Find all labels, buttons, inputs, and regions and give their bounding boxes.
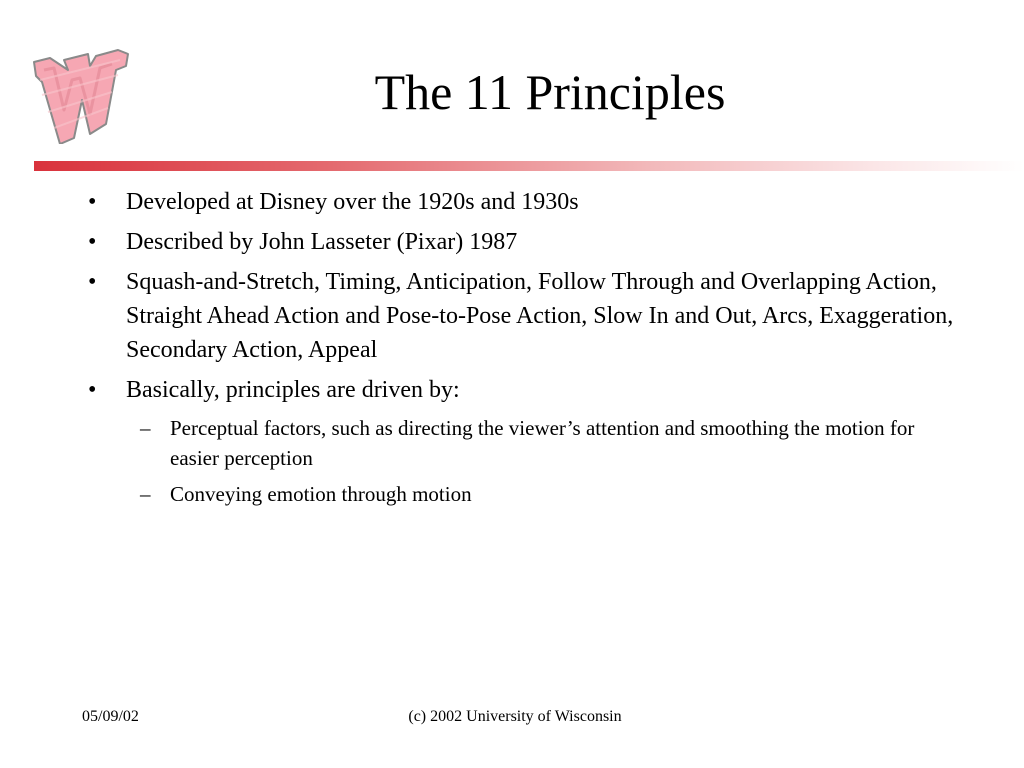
sub-bullet-text: Conveying emotion through motion (170, 482, 472, 506)
footer-date: 05/09/02 (82, 708, 139, 725)
sub-bullet-item (84, 413, 964, 473)
bullet-marker: • (88, 229, 97, 255)
sub-bullet-marker: – (140, 482, 151, 506)
bullet-text: Described by John Lasseter (Pixar) 1987 (126, 229, 518, 255)
title-divider (34, 161, 1024, 171)
bullet-item (84, 225, 964, 259)
bullet-marker: • (88, 269, 97, 295)
bullet-item (84, 373, 964, 407)
bullet-marker: • (88, 189, 97, 215)
bullet-item (84, 185, 964, 219)
bullet-marker: • (88, 377, 97, 403)
bullet-list (84, 185, 964, 515)
bullet-text: Developed at Disney over the 1920s and 1930s (126, 189, 579, 215)
bullet-item (84, 265, 964, 367)
bullet-text: Basically, principles are driven by: (126, 377, 460, 403)
sub-bullet-marker: – (140, 416, 151, 440)
sub-bullet-text: Perceptual factors, such as directing the viewer’s attention and smoothing the motion for easier perception (170, 416, 915, 470)
slide-title: The 11 Principles (374, 64, 726, 120)
wisconsin-w-logo-icon (30, 40, 132, 144)
bullet-text: Squash-and-Stretch, Timing, Anticipation, Follow Through and Overlapping Action, Straight Ahead Action and Pose-to-Pose Action, Slow In and Out, Arcs, Exaggeration, Secondary Action, Appeal (126, 269, 954, 363)
footer-copyright: (c) 2002 University of Wisconsin (408, 708, 622, 725)
sub-bullet-item (84, 479, 964, 509)
